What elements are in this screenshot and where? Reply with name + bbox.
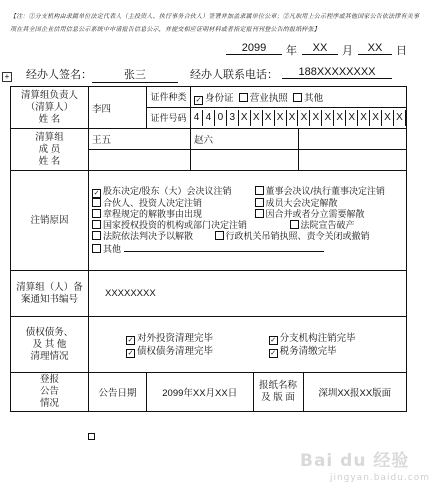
member-name-2[interactable]: 赵六 [191,129,299,149]
handler-name-field[interactable]: 张三 [92,66,178,83]
reason-partner-decision[interactable]: 合伙人、投资人决定注销 [92,198,252,209]
id-digit-11[interactable]: X [310,110,322,126]
reason-license-revoked[interactable]: 行政机关吊销执照、责令关闭或撤销 [215,231,370,242]
checkbox-empty-icon [92,231,101,240]
id-number-field[interactable] [191,108,407,129]
reason-board-resolution[interactable]: 董事会决议/执行董事决定注销 [255,186,386,197]
cancellation-reason-options [89,171,407,271]
reason-other[interactable]: 其他 [92,244,121,255]
id-digit-7[interactable]: X [263,110,275,126]
instruction-note [10,10,424,36]
checkbox-checked-icon: ✓ [270,349,277,357]
newspaper-value[interactable]: 深圳XX报XX版面 [318,388,392,399]
member-name-1[interactable]: 王五 [89,129,191,150]
date-month-unit: 月 [342,45,353,57]
reason-merger-split[interactable]: 因合并或者分立需要解散 [255,209,365,220]
handler-phone-field[interactable]: 188XXXXXXXX [282,66,392,79]
id-digit-12[interactable]: X [322,110,334,126]
checkbox-empty-icon [290,220,299,229]
announcement-date-label: 公告日期 [89,373,147,412]
checkbox-empty-icon [92,220,101,229]
debt-clearance-label: 债权债务、 及 其 他 清理情况 [11,317,89,373]
date-year[interactable]: 2099 [226,42,282,55]
handler-phone-label: 经办人联系电话： [190,69,278,81]
reason-court-dissolution[interactable]: 法院依法判决予以解散 [92,231,212,242]
reason-member-assembly[interactable]: 成员大会决定解散 [255,198,338,209]
signature-row [0,66,432,82]
id-digit-10[interactable]: X [298,110,310,126]
id-digit-4[interactable]: 3 [227,110,239,126]
cancellation-reason-label: 注销原因 [11,171,89,271]
member-name-5[interactable] [191,150,299,170]
newspaper-label: 报纸名称 及 版 面 [253,373,303,411]
checkbox-empty-icon [92,209,101,218]
notice-number-value[interactable]: XXXXXXXX [89,271,407,317]
members-label: 清算组 成 员 姓 名 [11,129,89,171]
id-option-id-card[interactable]: ✓ 身份证 [195,92,234,104]
reason-other-input[interactable] [124,242,324,252]
date-day-unit: 日 [396,45,407,57]
reason-articles-event[interactable]: 章程规定的解散事由出现 [92,209,252,220]
id-digit-1[interactable]: 4 [191,110,203,126]
debt-tax-settled[interactable]: ✓ 税务清缴完毕 [270,345,337,357]
id-number-label: 证件号码 [147,108,191,129]
id-digit-6[interactable]: X [251,110,263,126]
checkbox-checked-icon: ✓ [127,349,134,357]
checkbox-checked-icon: ✓ [195,96,202,104]
id-digit-3[interactable]: 0 [215,110,227,126]
instruction-note-text: 【注：①分支机构由隶属单位法定代表人（主投资人、执行事务合伙人）签署并加盖隶属单位公章；②凡取用上公示程序或其他国家公告依法律有关事项在其全国企业信用信息公示系统中申请报告信息公示，并提交相应证明材料或者指定报刊刊登公告的报纸样张】 [10,13,420,33]
debt-clearance-options [89,317,407,373]
notice-number-label: 清算组（人）备 案通知书编号 [11,271,89,317]
reason-bankruptcy[interactable]: 法院宣告破产 [290,220,355,231]
reason-shareholder-resolution[interactable]: ✓ 股东决定/股东（大）会决议注销 [93,186,232,197]
id-type-label: 证件种类 [147,87,191,108]
id-digit-16[interactable]: X [370,110,382,126]
checkbox-empty-icon [255,198,264,207]
id-digit-9[interactable]: X [287,110,299,126]
announcement-date-value[interactable]: 2099年XX月XX日 [147,373,253,411]
member-name-4[interactable] [89,150,191,171]
id-digit-2[interactable]: 4 [203,110,215,126]
table-resize-handle-icon[interactable] [88,433,95,440]
date-month[interactable]: XX [302,42,338,55]
id-digit-15[interactable]: X [358,110,370,126]
liquidation-head-name[interactable]: 李四 [89,87,147,129]
liquidation-head-label: 清算组负责人 （清算人） 姓 名 [11,87,89,129]
baidu-watermark: Bai du 经验 jingyan.baidu.com [300,451,430,483]
checkbox-empty-icon [92,198,101,207]
checkbox-checked-icon: ✓ [93,190,100,197]
id-option-other[interactable]: 其他 [293,93,323,104]
checkbox-checked-icon: ✓ [270,336,277,344]
id-digit-13[interactable]: X [334,110,346,126]
debt-branch-cancelled[interactable]: ✓ 分支机构注销完毕 [270,332,356,344]
date-day[interactable]: XX [358,42,392,55]
id-type-options [191,87,407,108]
handler-name-label: 经办人签名： [26,69,92,81]
announcement-label: 登报 公告 情况 [11,373,89,412]
debt-claims-cleared[interactable]: ✓ 债权债务清理完毕 [127,345,214,357]
cancellation-form-table [10,86,407,412]
id-digit-8[interactable]: X [275,110,287,126]
table-move-handle-icon[interactable]: + [2,72,12,82]
id-digit-14[interactable]: X [346,110,358,126]
checkbox-empty-icon [255,209,264,218]
reason-state-authority[interactable]: 国家授权投资的机构或部门决定注销 [92,220,287,231]
checkbox-empty-icon [255,186,264,195]
date-year-unit: 年 [286,45,297,57]
checkbox-empty-icon [293,93,302,102]
id-number-digits [191,110,406,126]
id-digit-5[interactable]: X [239,110,251,126]
checkbox-empty-icon [92,244,101,253]
id-option-business-license[interactable]: 营业执照 [239,93,288,104]
checkbox-empty-icon [215,231,224,240]
date-row [226,40,416,56]
member-name-6[interactable] [299,150,407,170]
id-digit-18[interactable]: X [394,110,406,126]
checkbox-checked-icon: ✓ [127,336,134,344]
checkbox-empty-icon [239,93,248,102]
debt-investment-cleared[interactable]: ✓ 对外投资清理完毕 [127,332,214,344]
id-digit-17[interactable]: X [382,110,394,126]
member-name-3[interactable] [299,129,407,149]
